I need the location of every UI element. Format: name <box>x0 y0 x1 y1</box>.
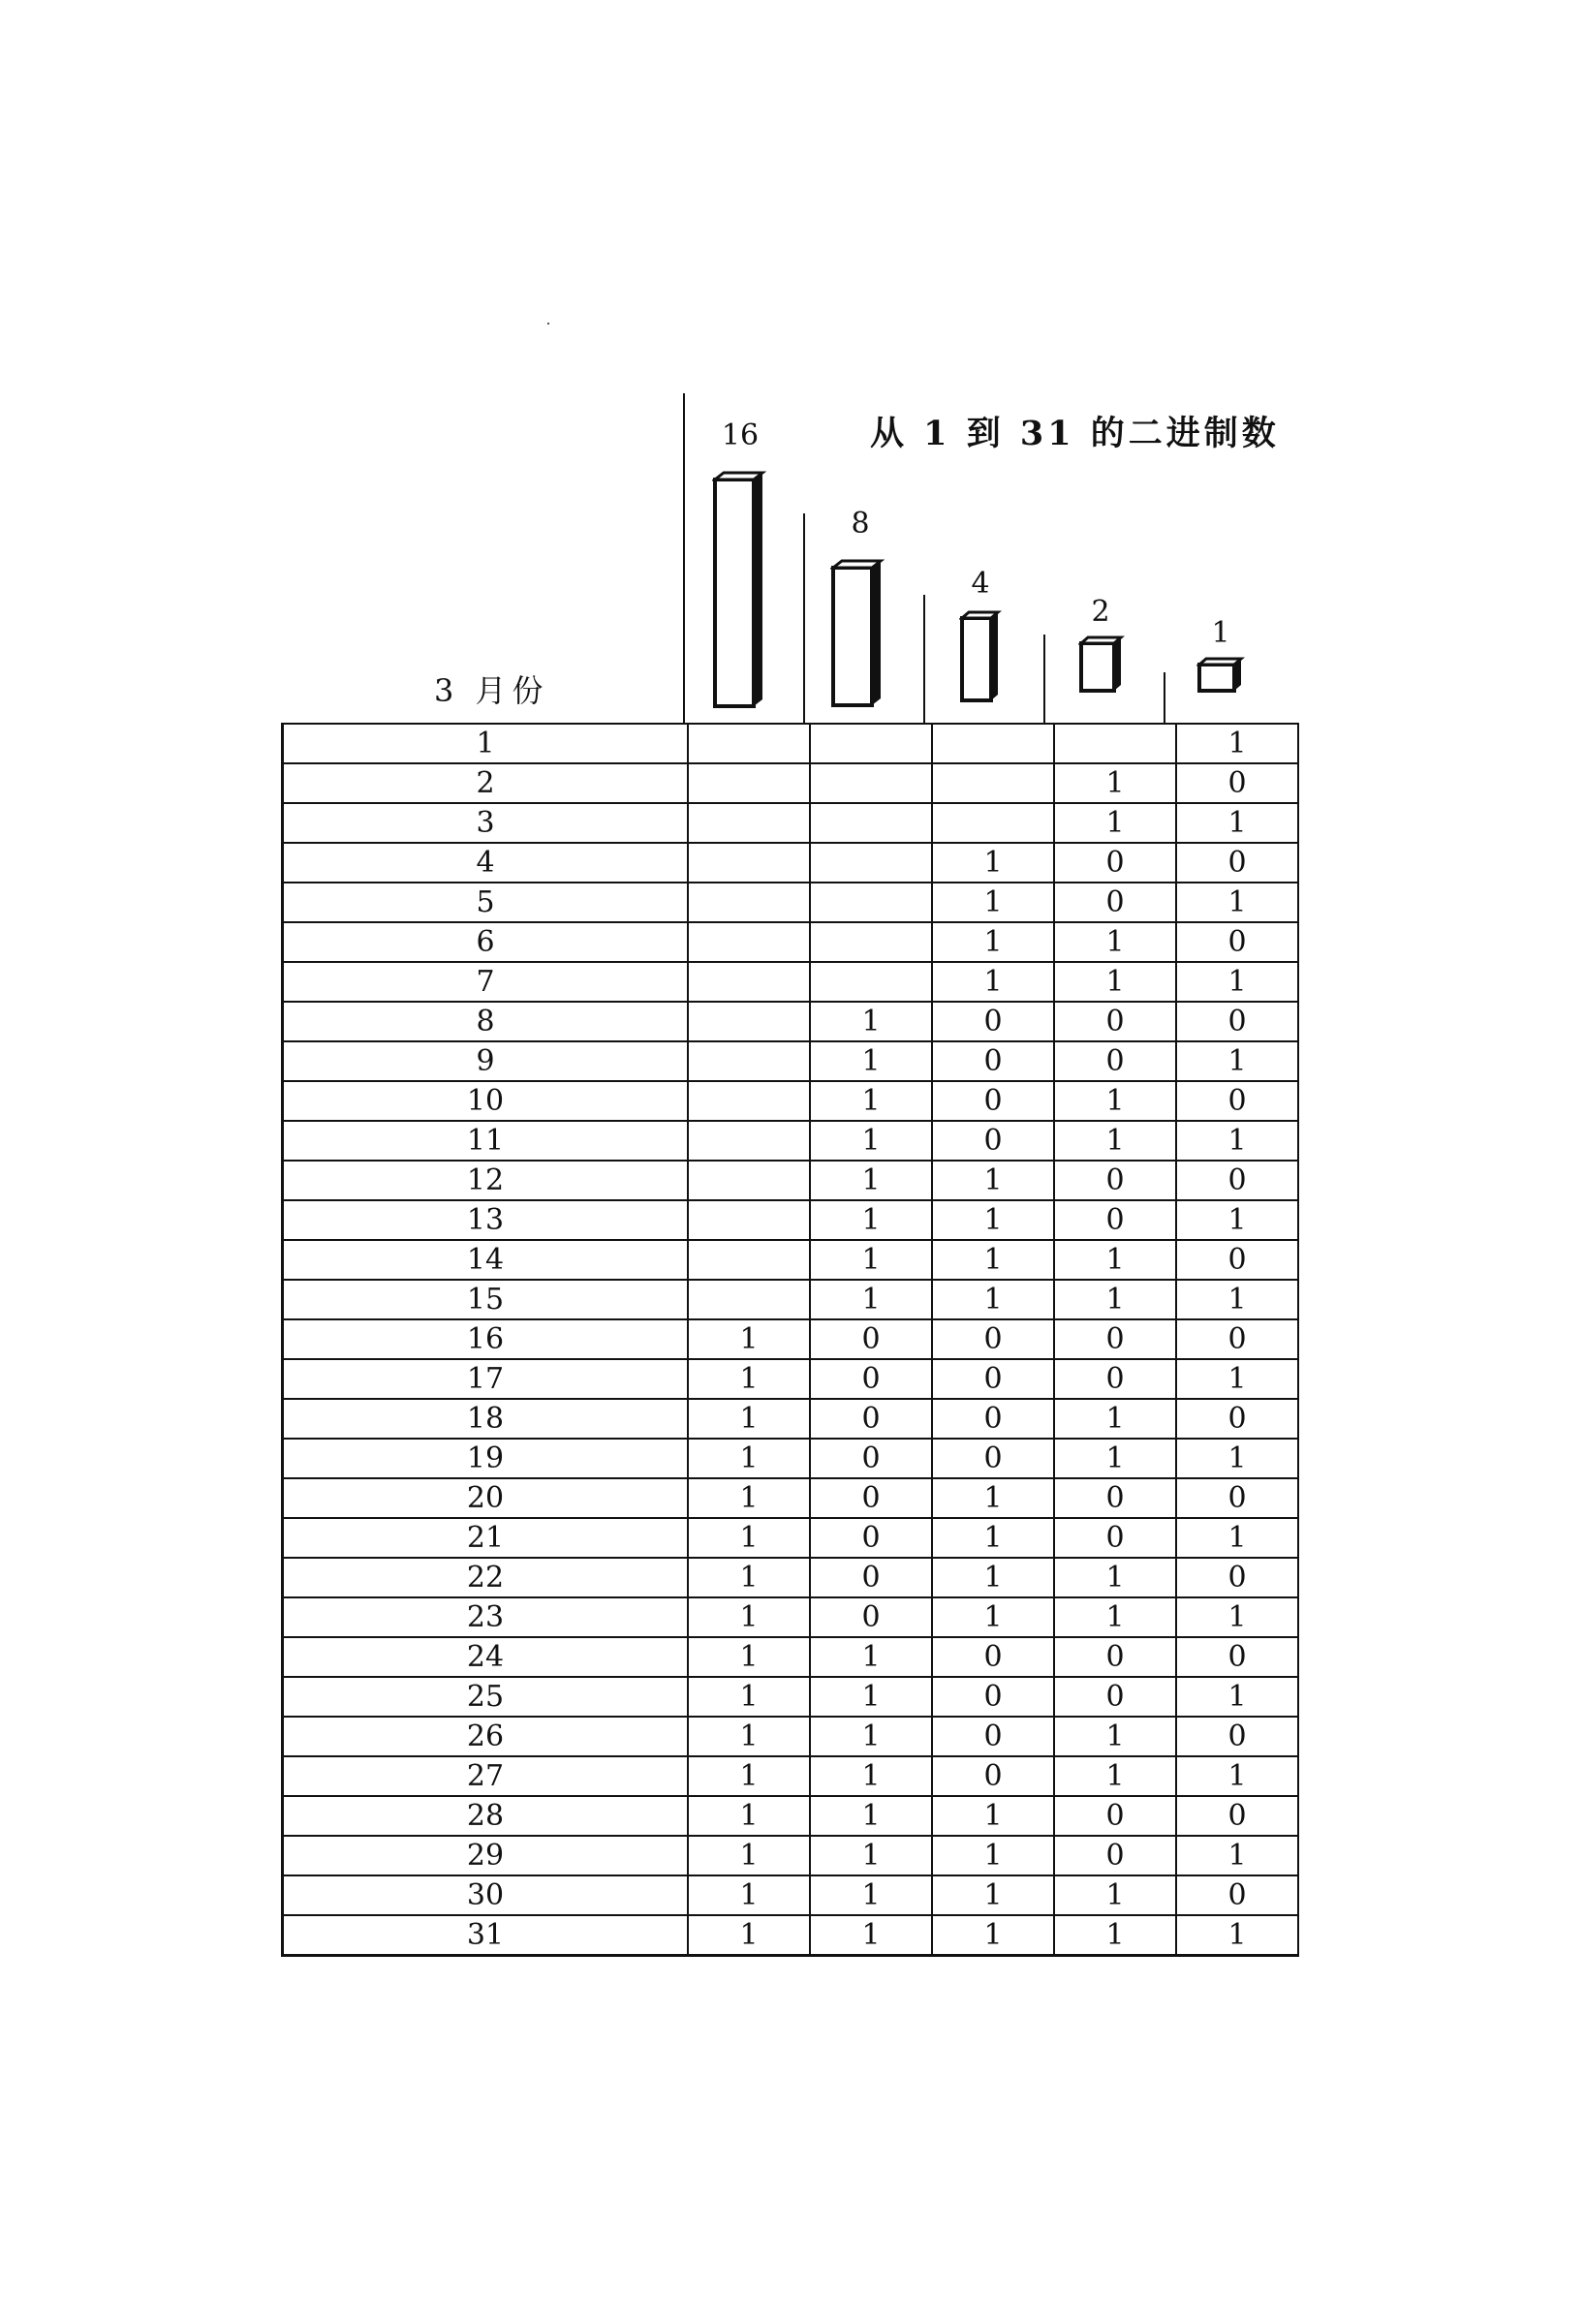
day-cell: 27 <box>283 1756 689 1796</box>
table-title: 从 1 到 31 的二进制数 <box>870 414 1280 453</box>
bit-cell-1: 1 <box>1176 1359 1298 1399</box>
bit-cell-1: 0 <box>1176 1875 1298 1915</box>
bit-cell-8: 1 <box>810 1002 932 1041</box>
bit-cell-1: 0 <box>1176 1161 1298 1200</box>
bit-cell-16: 1 <box>688 1756 810 1796</box>
bit-cell-16 <box>688 962 810 1002</box>
bit-cell-8: 1 <box>810 1717 932 1756</box>
bit-cell-8 <box>810 962 932 1002</box>
month-label: 3 月份 <box>434 672 549 709</box>
table-row <box>283 1240 1299 1280</box>
bit-cell-16: 1 <box>688 1478 810 1518</box>
bit-cell-1: 0 <box>1176 1478 1298 1518</box>
weight-label-4: 4 <box>971 567 990 601</box>
bit-cell-16 <box>688 843 810 883</box>
bit-cell-4 <box>932 763 1054 803</box>
day-cell: 19 <box>283 1439 689 1478</box>
bit-cell-2: 0 <box>1054 1200 1176 1240</box>
bit-cell-4: 1 <box>932 1875 1054 1915</box>
table-row <box>283 1439 1299 1478</box>
table-row <box>283 1478 1299 1518</box>
bit-cell-2: 1 <box>1054 1875 1176 1915</box>
bit-cell-2: 1 <box>1054 1081 1176 1121</box>
bit-cell-1: 0 <box>1176 922 1298 962</box>
bit-cell-1: 1 <box>1176 803 1298 843</box>
day-cell: 24 <box>283 1637 689 1677</box>
bit-cell-2: 1 <box>1054 962 1176 1002</box>
day-cell: 21 <box>283 1518 689 1558</box>
bar-2-icon <box>1078 635 1125 694</box>
bit-cell-2: 0 <box>1054 843 1176 883</box>
bit-cell-8: 0 <box>810 1399 932 1439</box>
bit-cell-1: 0 <box>1176 1717 1298 1756</box>
table-row <box>283 1558 1299 1597</box>
table-row <box>283 1002 1299 1041</box>
day-cell: 13 <box>283 1200 689 1240</box>
bit-cell-2: 0 <box>1054 1478 1176 1518</box>
bar-1-icon <box>1196 657 1245 694</box>
bit-cell-8: 1 <box>810 1677 932 1717</box>
table-row <box>283 1677 1299 1717</box>
table-row <box>283 922 1299 962</box>
bit-cell-1: 0 <box>1176 1319 1298 1359</box>
bit-cell-16: 1 <box>688 1717 810 1756</box>
bit-cell-8: 0 <box>810 1597 932 1637</box>
bit-cell-1: 1 <box>1176 1836 1298 1875</box>
bit-cell-1: 0 <box>1176 763 1298 803</box>
bit-cell-8: 1 <box>810 1915 932 1956</box>
bit-cell-1: 1 <box>1176 1518 1298 1558</box>
day-cell: 23 <box>283 1597 689 1637</box>
bit-cell-4: 1 <box>932 962 1054 1002</box>
bit-cell-2: 1 <box>1054 922 1176 962</box>
header-divider-4 <box>923 595 925 725</box>
bit-cell-2: 1 <box>1054 1121 1176 1161</box>
bit-cell-2: 1 <box>1054 763 1176 803</box>
bit-cell-1: 1 <box>1176 962 1298 1002</box>
weight-label-1: 1 <box>1211 616 1230 650</box>
bit-cell-4: 0 <box>932 1041 1054 1081</box>
day-cell: 11 <box>283 1121 689 1161</box>
day-cell: 15 <box>283 1280 689 1319</box>
day-cell: 12 <box>283 1161 689 1200</box>
bit-cell-1: 1 <box>1176 1280 1298 1319</box>
bit-cell-4 <box>932 724 1054 763</box>
table-row <box>283 1399 1299 1439</box>
bit-cell-16: 1 <box>688 1637 810 1677</box>
bit-cell-8: 1 <box>810 1280 932 1319</box>
bit-cell-1: 1 <box>1176 883 1298 922</box>
bit-cell-1: 1 <box>1176 1756 1298 1796</box>
bit-cell-8 <box>810 724 932 763</box>
bit-cell-8: 0 <box>810 1319 932 1359</box>
day-cell: 22 <box>283 1558 689 1597</box>
table-row <box>283 1121 1299 1161</box>
table-row <box>283 1915 1299 1956</box>
bit-cell-16 <box>688 1041 810 1081</box>
bit-cell-1: 0 <box>1176 1081 1298 1121</box>
table-row <box>283 843 1299 883</box>
bit-cell-2: 0 <box>1054 1796 1176 1836</box>
bit-cell-16 <box>688 1002 810 1041</box>
bit-cell-1: 0 <box>1176 1399 1298 1439</box>
day-cell: 29 <box>283 1836 689 1875</box>
table-row <box>283 1161 1299 1200</box>
table-row <box>283 1081 1299 1121</box>
bit-cell-16 <box>688 1161 810 1200</box>
bit-cell-16: 1 <box>688 1439 810 1478</box>
bit-cell-1: 1 <box>1176 724 1298 763</box>
bit-cell-4: 1 <box>932 1915 1054 1956</box>
bit-cell-4: 1 <box>932 1836 1054 1875</box>
day-cell: 25 <box>283 1677 689 1717</box>
bit-cell-1: 1 <box>1176 1439 1298 1478</box>
day-cell: 28 <box>283 1796 689 1836</box>
bit-cell-16: 1 <box>688 1677 810 1717</box>
bit-cell-8: 0 <box>810 1558 932 1597</box>
bit-cell-8: 1 <box>810 1836 932 1875</box>
table-row <box>283 1756 1299 1796</box>
bit-cell-16: 1 <box>688 1558 810 1597</box>
bit-cell-2: 1 <box>1054 1915 1176 1956</box>
day-cell: 14 <box>283 1240 689 1280</box>
bit-cell-16 <box>688 763 810 803</box>
table-row <box>283 1597 1299 1637</box>
day-cell: 20 <box>283 1478 689 1518</box>
bit-cell-1: 1 <box>1176 1677 1298 1717</box>
bit-cell-8: 0 <box>810 1439 932 1478</box>
bit-cell-1: 0 <box>1176 1002 1298 1041</box>
bit-cell-16 <box>688 922 810 962</box>
bit-cell-2: 1 <box>1054 1439 1176 1478</box>
bit-cell-16 <box>688 803 810 843</box>
bit-cell-4: 0 <box>932 1756 1054 1796</box>
bit-cell-1: 0 <box>1176 843 1298 883</box>
table-row <box>283 763 1299 803</box>
bit-cell-8: 1 <box>810 1121 932 1161</box>
bit-cell-4: 0 <box>932 1677 1054 1717</box>
bit-cell-16 <box>688 1240 810 1280</box>
table-row <box>283 1518 1299 1558</box>
bit-cell-2: 0 <box>1054 1359 1176 1399</box>
bar-8-icon <box>830 559 885 708</box>
bit-cell-16: 1 <box>688 1319 810 1359</box>
bit-cell-2: 0 <box>1054 883 1176 922</box>
bit-cell-2: 1 <box>1054 1558 1176 1597</box>
bit-cell-16 <box>688 1121 810 1161</box>
day-cell: 2 <box>283 763 689 803</box>
bar-4-icon <box>959 610 1002 703</box>
bit-cell-4: 1 <box>932 1796 1054 1836</box>
bit-cell-4: 1 <box>932 1200 1054 1240</box>
bit-cell-16: 1 <box>688 1836 810 1875</box>
table-row <box>283 883 1299 922</box>
bit-cell-8 <box>810 763 932 803</box>
table-row <box>283 1280 1299 1319</box>
bit-cell-2: 1 <box>1054 1280 1176 1319</box>
bit-cell-2: 1 <box>1054 1399 1176 1439</box>
header-divider-2 <box>1043 635 1045 725</box>
table-row <box>283 1875 1299 1915</box>
bit-cell-4: 1 <box>932 1478 1054 1518</box>
stray-dot <box>547 323 549 325</box>
bit-cell-2 <box>1054 724 1176 763</box>
table-row <box>283 724 1299 763</box>
bit-cell-2: 0 <box>1054 1836 1176 1875</box>
table-row <box>283 1041 1299 1081</box>
weight-label-8: 8 <box>851 507 870 541</box>
day-cell: 18 <box>283 1399 689 1439</box>
bit-cell-8: 1 <box>810 1161 932 1200</box>
table-row <box>283 1319 1299 1359</box>
bit-cell-2: 1 <box>1054 1240 1176 1280</box>
day-cell: 26 <box>283 1717 689 1756</box>
bit-cell-16: 1 <box>688 1875 810 1915</box>
bit-cell-4: 1 <box>932 843 1054 883</box>
day-cell: 5 <box>283 883 689 922</box>
bit-cell-16 <box>688 1200 810 1240</box>
bit-cell-8 <box>810 803 932 843</box>
bit-cell-1: 1 <box>1176 1915 1298 1956</box>
bit-cell-16 <box>688 883 810 922</box>
bit-cell-2: 1 <box>1054 1717 1176 1756</box>
table-row <box>283 1717 1299 1756</box>
bit-cell-8: 0 <box>810 1518 932 1558</box>
bit-cell-4: 1 <box>932 1280 1054 1319</box>
day-cell: 6 <box>283 922 689 962</box>
bit-cell-8: 1 <box>810 1637 932 1677</box>
bit-cell-2: 0 <box>1054 1677 1176 1717</box>
day-cell: 1 <box>283 724 689 763</box>
bit-cell-2: 0 <box>1054 1002 1176 1041</box>
day-cell: 31 <box>283 1915 689 1956</box>
bit-cell-2: 1 <box>1054 1756 1176 1796</box>
bit-cell-2: 0 <box>1054 1518 1176 1558</box>
bit-cell-4: 1 <box>932 1597 1054 1637</box>
weight-label-2: 2 <box>1091 595 1110 629</box>
bit-cell-4: 0 <box>932 1399 1054 1439</box>
binary-table <box>281 723 1299 1957</box>
header-divider-1 <box>1164 672 1165 725</box>
bit-cell-8: 1 <box>810 1756 932 1796</box>
bit-cell-4: 1 <box>932 1518 1054 1558</box>
table-row <box>283 1200 1299 1240</box>
bit-cell-8: 1 <box>810 1875 932 1915</box>
day-cell: 8 <box>283 1002 689 1041</box>
bit-cell-16 <box>688 1280 810 1319</box>
table-row <box>283 1637 1299 1677</box>
bit-cell-4 <box>932 803 1054 843</box>
bit-cell-8: 1 <box>810 1796 932 1836</box>
bit-cell-8 <box>810 843 932 883</box>
bit-cell-4: 1 <box>932 883 1054 922</box>
weight-label-16: 16 <box>721 418 760 452</box>
bit-cell-1: 1 <box>1176 1041 1298 1081</box>
table-row <box>283 962 1299 1002</box>
bit-cell-4: 0 <box>932 1121 1054 1161</box>
bit-cell-2: 0 <box>1054 1161 1176 1200</box>
bit-cell-4: 1 <box>932 1240 1054 1280</box>
bit-cell-8: 1 <box>810 1240 932 1280</box>
bit-cell-8: 1 <box>810 1081 932 1121</box>
bit-cell-2: 1 <box>1054 803 1176 843</box>
bit-cell-8: 1 <box>810 1041 932 1081</box>
bit-cell-4: 1 <box>932 922 1054 962</box>
bar-16-icon <box>712 471 766 709</box>
bit-cell-16 <box>688 1081 810 1121</box>
bit-cell-4: 1 <box>932 1558 1054 1597</box>
table-row <box>283 803 1299 843</box>
bit-cell-16: 1 <box>688 1518 810 1558</box>
bit-cell-2: 0 <box>1054 1637 1176 1677</box>
bit-cell-1: 0 <box>1176 1558 1298 1597</box>
bit-cell-4: 0 <box>932 1359 1054 1399</box>
bit-cell-8 <box>810 883 932 922</box>
bit-cell-8: 1 <box>810 1200 932 1240</box>
bit-cell-4: 0 <box>932 1319 1054 1359</box>
bit-cell-1: 0 <box>1176 1240 1298 1280</box>
bit-cell-2: 0 <box>1054 1319 1176 1359</box>
bit-cell-8 <box>810 922 932 962</box>
bit-cell-1: 1 <box>1176 1121 1298 1161</box>
day-cell: 3 <box>283 803 689 843</box>
bit-cell-1: 0 <box>1176 1796 1298 1836</box>
table-row <box>283 1836 1299 1875</box>
bit-cell-4: 0 <box>932 1637 1054 1677</box>
bit-cell-16: 1 <box>688 1399 810 1439</box>
bit-cell-16: 1 <box>688 1359 810 1399</box>
bit-cell-2: 0 <box>1054 1041 1176 1081</box>
bit-cell-8: 0 <box>810 1359 932 1399</box>
table-row <box>283 1796 1299 1836</box>
bit-cell-16: 1 <box>688 1796 810 1836</box>
bit-cell-4: 0 <box>932 1081 1054 1121</box>
header-divider-8 <box>803 513 805 725</box>
bit-cell-1: 0 <box>1176 1637 1298 1677</box>
bit-cell-1: 1 <box>1176 1200 1298 1240</box>
bit-cell-4: 1 <box>932 1161 1054 1200</box>
day-cell: 4 <box>283 843 689 883</box>
bit-cell-16: 1 <box>688 1597 810 1637</box>
day-cell: 30 <box>283 1875 689 1915</box>
day-cell: 9 <box>283 1041 689 1081</box>
table-row <box>283 1359 1299 1399</box>
bit-cell-16: 1 <box>688 1915 810 1956</box>
day-cell: 10 <box>283 1081 689 1121</box>
bit-cell-16 <box>688 724 810 763</box>
bit-cell-8: 0 <box>810 1478 932 1518</box>
bit-cell-2: 1 <box>1054 1597 1176 1637</box>
bit-cell-4: 0 <box>932 1439 1054 1478</box>
bit-cell-4: 0 <box>932 1002 1054 1041</box>
bit-cell-4: 0 <box>932 1717 1054 1756</box>
day-cell: 17 <box>283 1359 689 1399</box>
bit-cell-1: 1 <box>1176 1597 1298 1637</box>
day-cell: 16 <box>283 1319 689 1359</box>
day-cell: 7 <box>283 962 689 1002</box>
